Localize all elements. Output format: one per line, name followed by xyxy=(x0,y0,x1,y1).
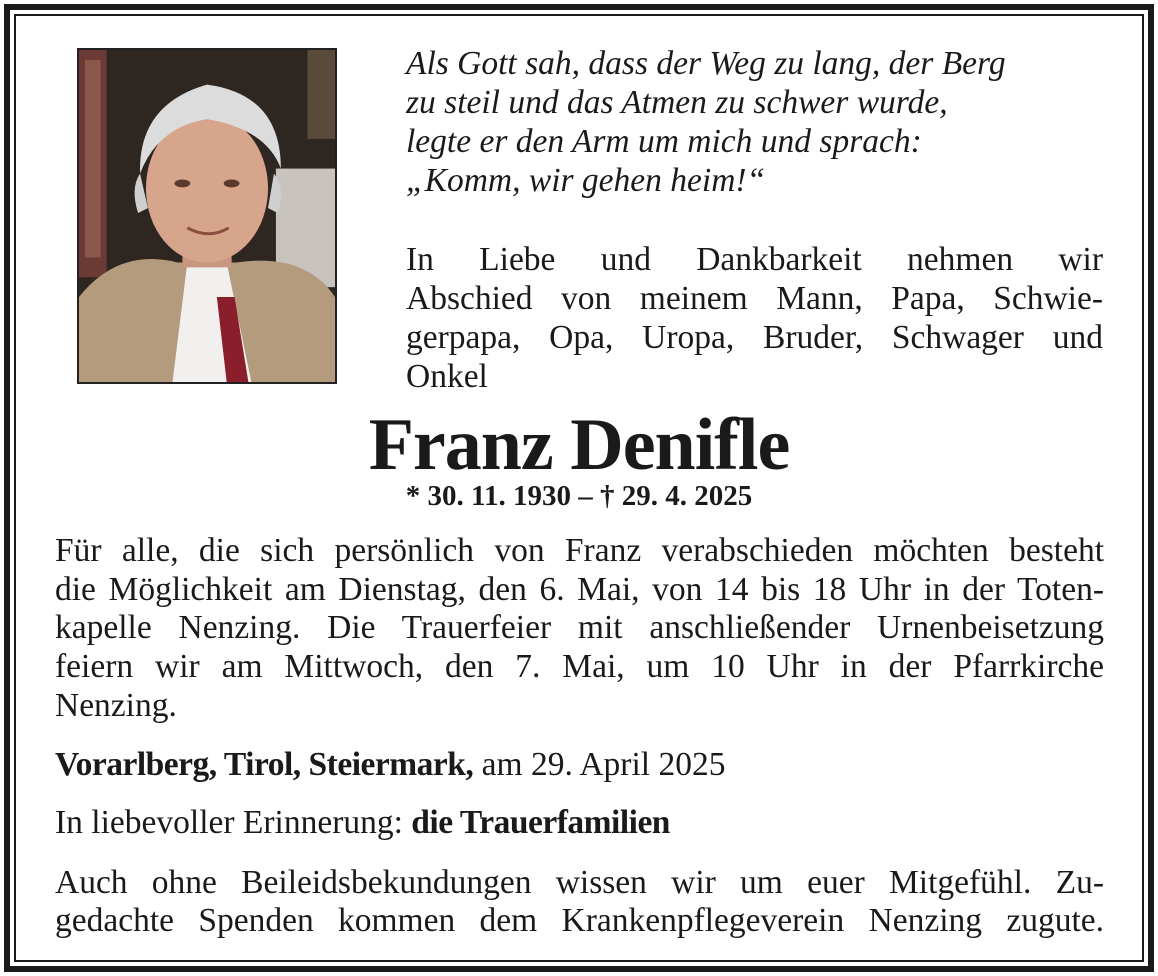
places: Vorarlberg, Tirol, Steiermark, xyxy=(55,746,474,783)
memory-line xyxy=(55,803,1104,843)
memory-intro: In liebevoller Erinnerung: xyxy=(55,804,412,841)
donation-line: Auch ohne Beileidsbekundungen wissen wir um euer Mitgefühl. Zu- xyxy=(55,864,1104,901)
farewell-line: In Liebe und Dankbarkeit nehmen wir xyxy=(406,241,1103,278)
place-date-line xyxy=(55,745,1104,785)
portrait-photo xyxy=(77,48,337,384)
motto-line: legte er den Arm um mich und sprach: xyxy=(406,123,922,160)
life-dates: * 30. 11. 1930 – † 29. 4. 2025 xyxy=(405,480,753,512)
info-line: feiern wir am Mittwoch, den 7. Mai, um 10 Uhr in der Pfarrkirche xyxy=(55,648,1104,686)
donation-note xyxy=(55,864,1104,940)
date: am 29. April 2025 xyxy=(473,746,726,783)
info-line: kapelle Nenzing. Die Trauerfeier mit anschließender Urnenbeisetzung xyxy=(55,609,1104,647)
info-line: Für alle, die sich persönlich von Franz verabschieden möchten besteht xyxy=(55,532,1104,569)
deceased-name: Franz Denifle xyxy=(368,404,790,486)
farewell-text xyxy=(406,240,1103,396)
info-line: Nenzing. xyxy=(55,686,177,724)
ceremony-info xyxy=(55,532,1104,726)
farewell-line: Onkel xyxy=(406,358,488,395)
donation-line: gedachte Spenden kommen dem Krankenpflegeverein Nenzing zugute. xyxy=(55,902,1104,939)
farewell-line: Abschied von meinem Mann, Papa, Schwie- xyxy=(406,280,1103,317)
motto-line: zu steil und das Atmen zu schwer wurde, xyxy=(406,84,948,121)
info-line: die Möglichkeit am Dienstag, den 6. Mai, von 14 bis 18 Uhr in der Toten- xyxy=(55,570,1104,608)
motto-poem xyxy=(406,44,1106,200)
motto-line: „Komm, wir gehen heim!“ xyxy=(406,162,766,199)
memory-signer: die Trauerfamilien xyxy=(411,804,670,841)
motto-line: Als Gott sah, dass der Weg zu lang, der Berg xyxy=(406,45,1006,82)
farewell-line: gerpapa, Opa, Uropa, Bruder, Schwager und xyxy=(406,319,1103,356)
